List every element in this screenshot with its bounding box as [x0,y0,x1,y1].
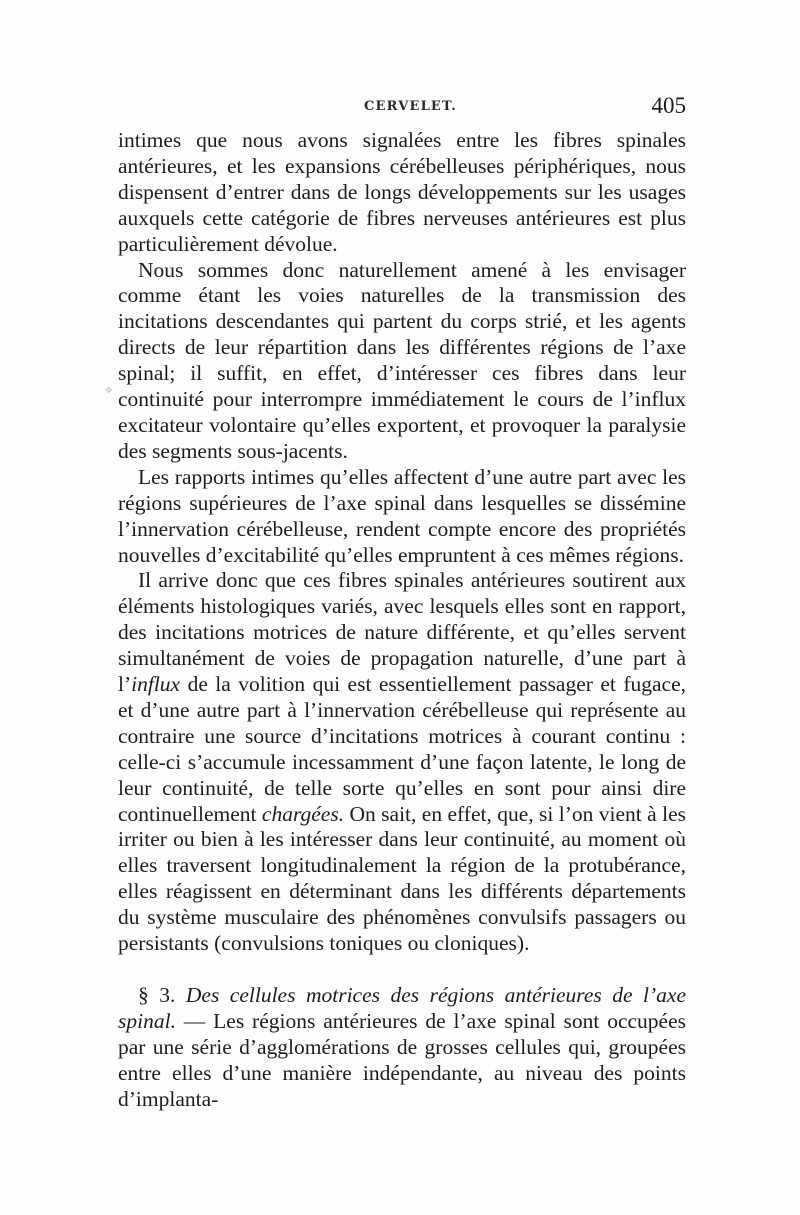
paragraph-4-text-c: On sait, en effet, que, si l’on vient à les irriter ou bien à les intéresser dans leur continuité, au moment où elles traversent longitudinalement la région de la protubérance, elles réagissent en déterminant dans les différents départements du système musculaire des phénomènes convulsifs passagers ou persistants (convulsions toniques ou cloniques). [118,801,686,956]
body-text [118,128,686,1113]
paragraph-3: Les rapports intimes qu’elles affectent d’une autre part avec les régions supérieures de l’axe spinal dans lesquelles se dissémine l’innervation cérébelleuse, rendent compte encore des propriétés nouvelles d’excitabilité qu’elles empruntent à ces mêmes régions. [118,464,686,567]
running-title: CERVELET. [364,99,457,114]
section-text: Les régions antérieures de l’axe spinal sont occupées par une série d’agglomérations de grosses cellules qui, groupées entre elles d’une manière indépendante, au niveau des points d’implanta- [118,1008,687,1111]
paragraph-4-italic-influx: influx [131,672,181,697]
section-dash: — [175,1008,206,1033]
paragraph-4-text-b: de la volition qui est essentiellement passager et fugace, et d’une autre part à l’innervation cérébelleuse qui représente au contraire une source d’incitations motrices à courant continu : celle-ci s’accumule incessamment d’une façon latente, le long de leur continuité, de telle sorte qu’elles en sont pour ainsi dire continuellement [118,672,686,826]
section-title: Des cellules motrices des régions antérieures de l’axe spinal. [118,983,687,1033]
paragraph-4 [118,568,686,957]
page-header [118,93,686,121]
section-number: § 3. [138,983,176,1007]
paragraph-4-italic-chargees: chargées. [261,801,345,826]
paragraph-2: Nous sommes donc naturellement amené à les envisager comme étant les voies naturelles de la transmission des incitations descendantes qui partent du corps strié, et les agents directs de leur répartition dans les différentes régions de l’axe spinal; il suffit, en effet, d’intéresser ces fibres dans leur continuité pour interrompre immédiatement le cours de l’influx excitateur volontaire qu’elles exportent, et provoquer la paralysie des segments sous-jacents. [118,257,686,463]
paragraph-4-text-a: Il arrive donc que ces fibres spinales antérieures soutirent aux éléments histologiques variés, avec lesquels elles sont en rapport, des incitations motrices de nature différente, et qu’elles servent simultanément de voies de propagation naturelle, d’une part à l’ [118,568,686,697]
margin-mark: ✧ [104,384,114,397]
section-paragraph [118,983,686,1113]
paragraph-1: intimes que nous avons signalées entre les fibres spinales antérieures, et les expansions cérébelleuses périphériques, nous dispensent d’entrer dans de longs développements sur les usages auxquels cette catégorie de fibres nerveuses antérieures est plus particulièrement dévolue. [118,128,686,256]
page-number: 405 [651,93,686,118]
